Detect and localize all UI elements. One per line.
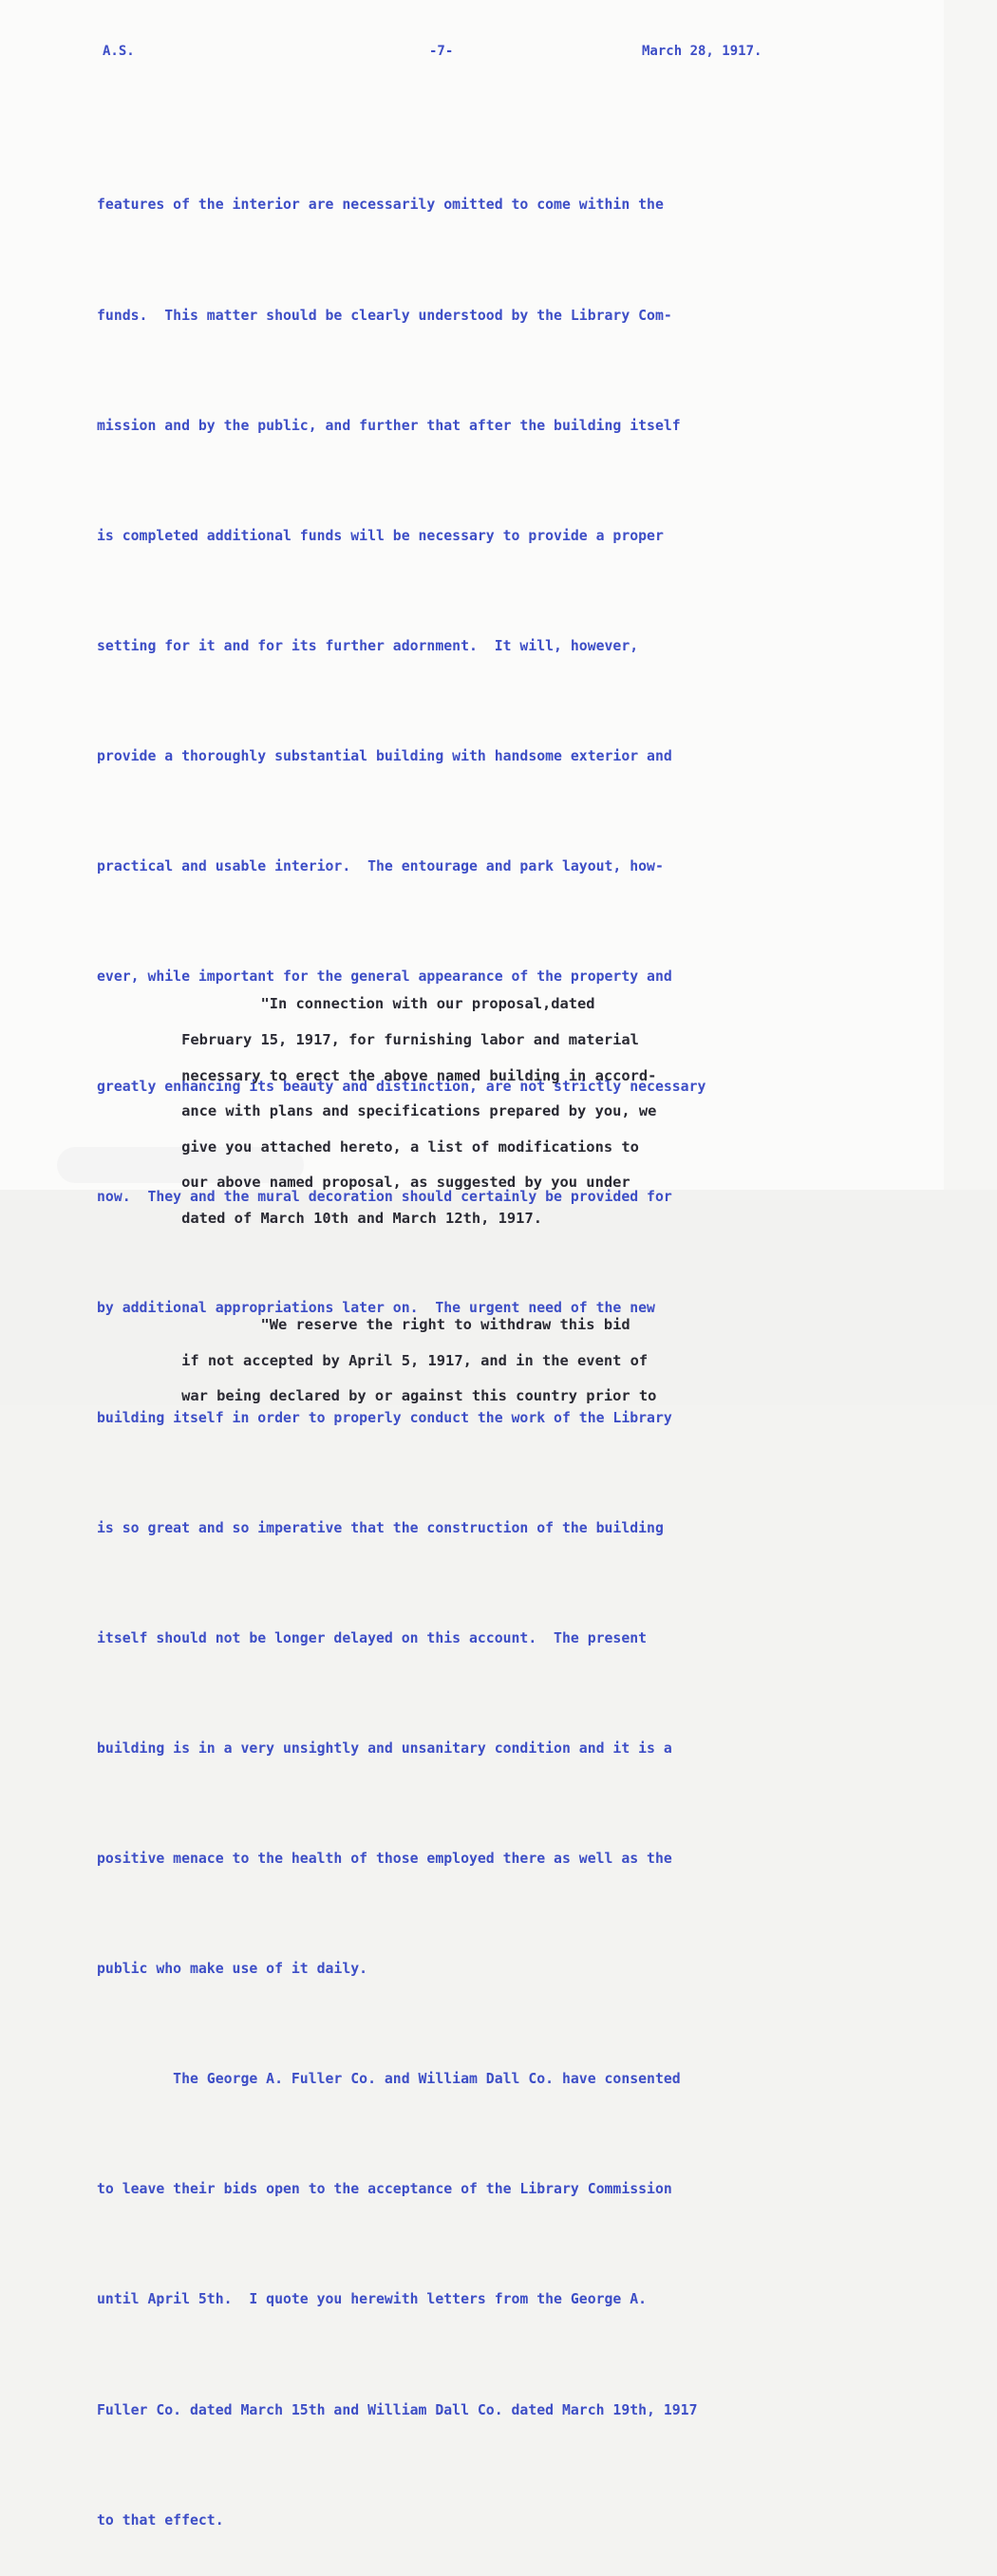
body-line: is completed additional funds will be necessary to provide a proper: [97, 527, 664, 544]
body-line: itself should not be longer delayed on this account. The present: [97, 1629, 648, 1646]
quote-line: if not accepted by April 5, 1917, and in the event of: [181, 1351, 649, 1369]
body-line: until April 5th. I quote you herewith letters from the George A.: [97, 2291, 648, 2308]
body-line: setting for it and for its further adornment. It will, however,: [97, 637, 639, 654]
header-initials: A.S.: [103, 44, 135, 59]
body-line: The George A. Fuller Co. and William Dall Co. have consented: [97, 2071, 681, 2088]
body-line: now. They and the mural decoration should certainly be provided for: [97, 1189, 672, 1206]
body-line: building itself in order to properly conduct the work of the Library: [97, 1409, 672, 1426]
header-date: March 28, 1917.: [642, 44, 762, 59]
body-line: provide a thoroughly substantial building with handsome exterior and: [97, 747, 672, 764]
body-line: public who make use of it daily.: [97, 1961, 368, 1978]
quote-paragraph: [146, 1298, 656, 1423]
body-line: building is in a very unsightly and unsanitary condition and it is a: [97, 1739, 672, 1757]
quote-line: February 15, 1917, for furnishing labor and material: [181, 1030, 639, 1048]
quote-line: "In connection with our proposal,dated: [181, 995, 595, 1013]
page-edge: [944, 0, 997, 1190]
body-line: to that effect.: [97, 2511, 224, 2529]
body-line: is so great and so imperative that the construction of the building: [97, 1519, 664, 1536]
quote-line: give you attached hereto, a list of modifications to: [181, 1138, 639, 1156]
quoted-letter: [146, 942, 656, 1458]
quote-paragraph: [146, 978, 656, 1246]
page-number: -7-: [429, 44, 454, 59]
body-line: practical and usable interior. The entourage and park layout, how-: [97, 858, 664, 875]
body-line: ever, while important for the general appearance of the property and: [97, 968, 672, 986]
body-line: funds. This matter should be clearly understood by the Library Com-: [97, 307, 672, 324]
quote-line: dated of March 10th and March 12th, 1917.: [181, 1209, 542, 1227]
body-line: Fuller Co. dated March 15th and William Dall Co. dated March 19th, 1917: [97, 2401, 698, 2418]
body-line: to leave their bids open to the acceptance of the Library Commission: [97, 2181, 672, 2198]
body-line: mission and by the public, and further that after the building itself: [97, 417, 681, 434]
body-line: positive menace to the health of those employed there as well as the: [97, 1851, 672, 1868]
quote-line: war being declared by or against this country prior to: [181, 1387, 657, 1405]
quote-line: ance with plans and specifications prepared by you, we: [181, 1102, 657, 1120]
quote-line: our above named proposal, as suggested by you under: [181, 1174, 630, 1192]
body-line: features of the interior are necessarily omitted to come within the: [97, 197, 664, 214]
quote-line: "We reserve the right to withdraw this bid: [181, 1315, 630, 1333]
body-line: greatly enhancing its beauty and distinction, are not strictly necessary: [97, 1079, 706, 1096]
quote-line: necessary to erect the above named building in accord-: [181, 1066, 657, 1084]
body-line: by additional appropriations later on. The urgent need of the new: [97, 1299, 655, 1316]
